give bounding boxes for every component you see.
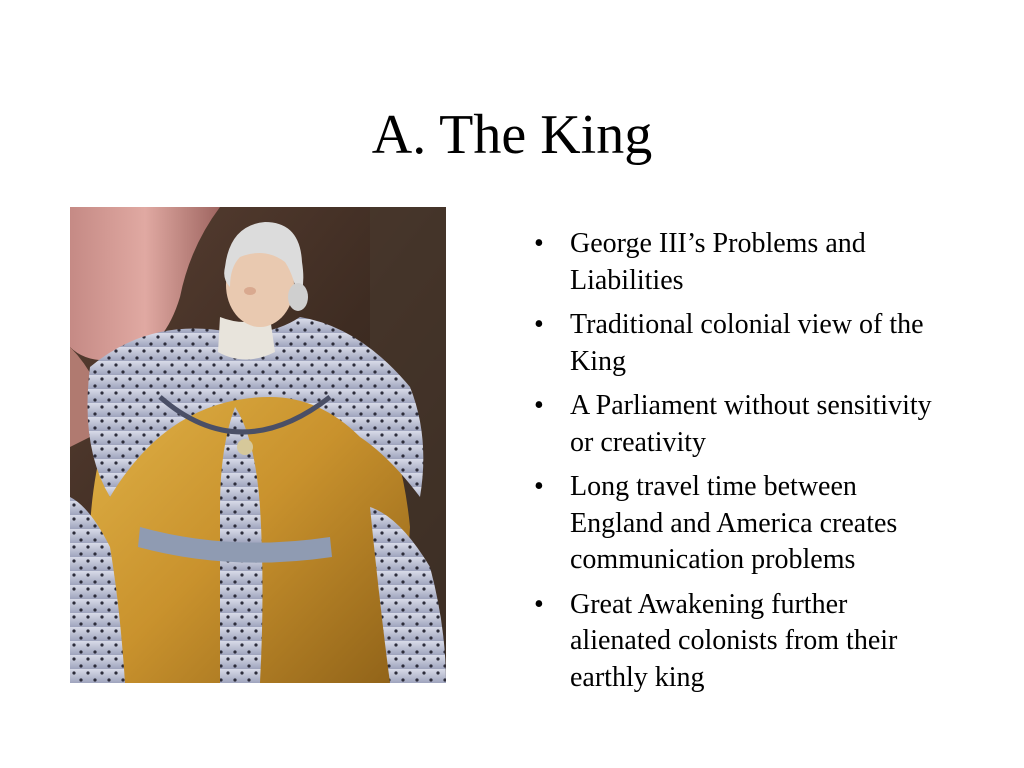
list-item — [534, 469, 954, 579]
list-item — [534, 388, 954, 461]
bullet-dot: • — [534, 390, 544, 421]
bullet-text: A Parliament without sensitivity or creativity — [570, 390, 932, 458]
bullet-text: Long travel time between England and America creates communication problems — [570, 471, 898, 575]
bullet-dot: • — [534, 228, 544, 259]
list-item — [534, 226, 954, 299]
bullet-dot: • — [534, 471, 544, 502]
bullet-text: George III’s Problems and Liabilities — [570, 228, 866, 296]
list-item — [534, 307, 954, 380]
bullet-text: Traditional colonial view of the King — [570, 309, 924, 377]
bullet-list — [534, 226, 954, 704]
slide-title: A. The King — [371, 104, 653, 166]
bullet-dot: • — [534, 309, 544, 340]
king-portrait-image — [70, 207, 446, 683]
list-item — [534, 587, 954, 697]
bullet-dot: • — [534, 588, 544, 620]
bullet-text: Great Awakening further alienated colonists from their earthly king — [570, 588, 898, 693]
